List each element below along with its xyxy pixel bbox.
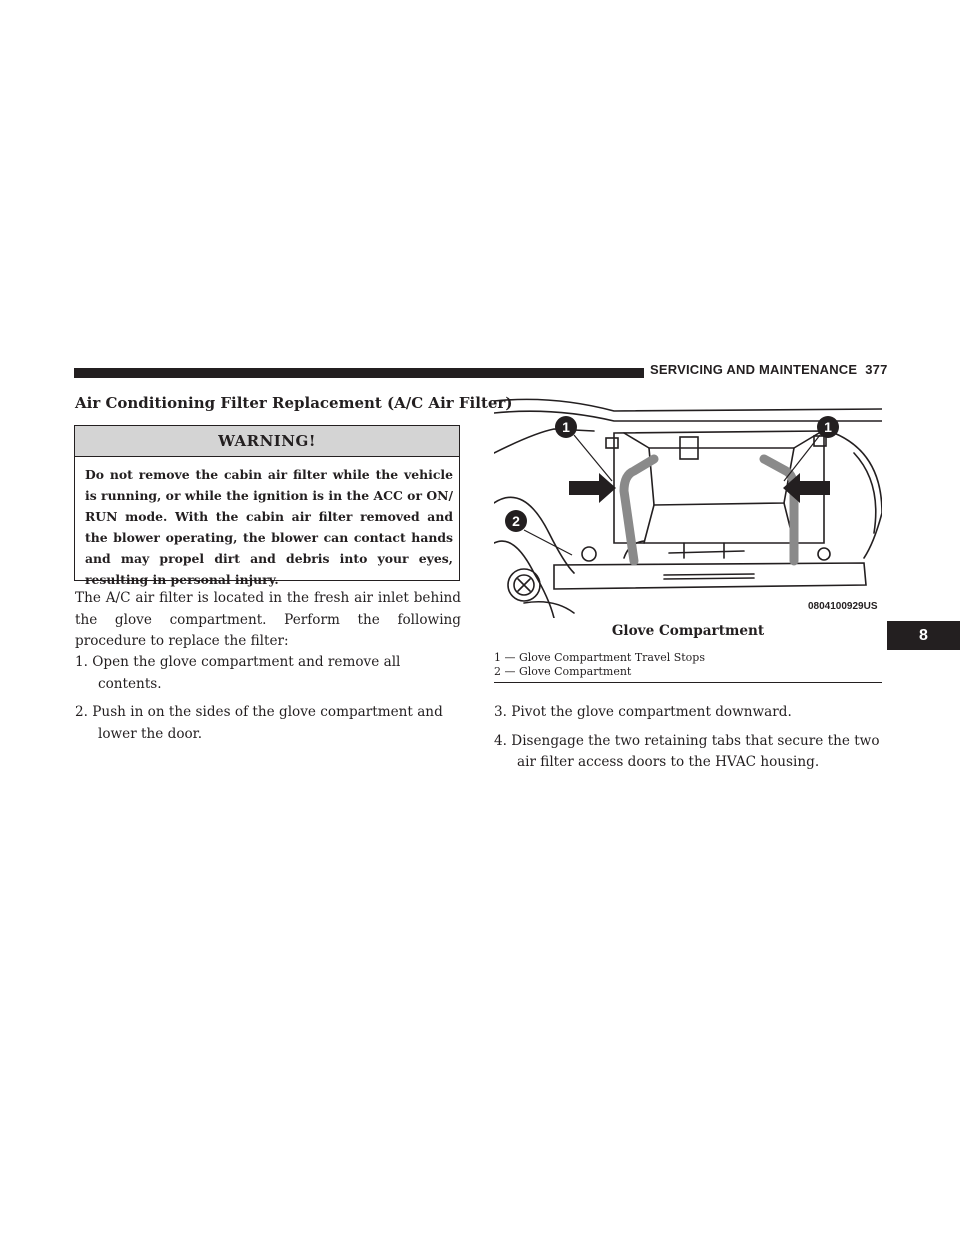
steps-left (75, 652, 461, 752)
header-rule (74, 368, 644, 378)
steps-right (494, 702, 882, 781)
page-number: 377 (865, 362, 888, 377)
illustration-svg (494, 393, 882, 618)
warning-box (74, 425, 460, 587)
legend-item-2: 2 — Glove Compartment (494, 665, 632, 678)
callout-1-right: 1 (824, 419, 832, 435)
running-header (650, 362, 888, 377)
legend-item-1: 1 — Glove Compartment Travel Stops (494, 651, 705, 664)
callout-2: 2 (512, 513, 520, 529)
intro-paragraph: The A/C air filter is located in the fresh air inlet behind the glove compartment. Perform the following procedure to replace the filter: (75, 590, 461, 649)
step-4: 4. Disengage the two retaining tabs that secure the two air filter access doors to the HVAC housing. (494, 732, 880, 770)
figure-legend (494, 651, 882, 679)
warning-title: WARNING! (75, 426, 459, 457)
figure-caption: Glove Compartment (611, 623, 765, 639)
section-name: SERVICING AND MAINTENANCE (650, 362, 858, 377)
step-2: 2. Push in on the sides of the glove compartment and lower the door. (75, 704, 443, 742)
legend-rule (494, 682, 882, 683)
step-1: 1. Open the glove compartment and remove all contents. (75, 654, 401, 692)
warning-text: Do not remove the cabin air filter while the vehicle is running, or while the ignition is in the ACC or ON/ RUN mode. With the cabin air filter removed and the blower operating, the blower can contact hands and may propel dirt and debris into your eyes, resulting in personal injury. (85, 467, 453, 587)
step-3: 3. Pivot the glove compartment downward. (494, 704, 792, 720)
section-title: Air Conditioning Filter Replacement (A/C Air Filter) (75, 394, 513, 412)
figure-id: 0804100929US (808, 601, 878, 612)
glove-compartment-illustration (494, 393, 882, 618)
chapter-tab: 8 (887, 621, 960, 650)
callout-1-left: 1 (562, 419, 570, 435)
